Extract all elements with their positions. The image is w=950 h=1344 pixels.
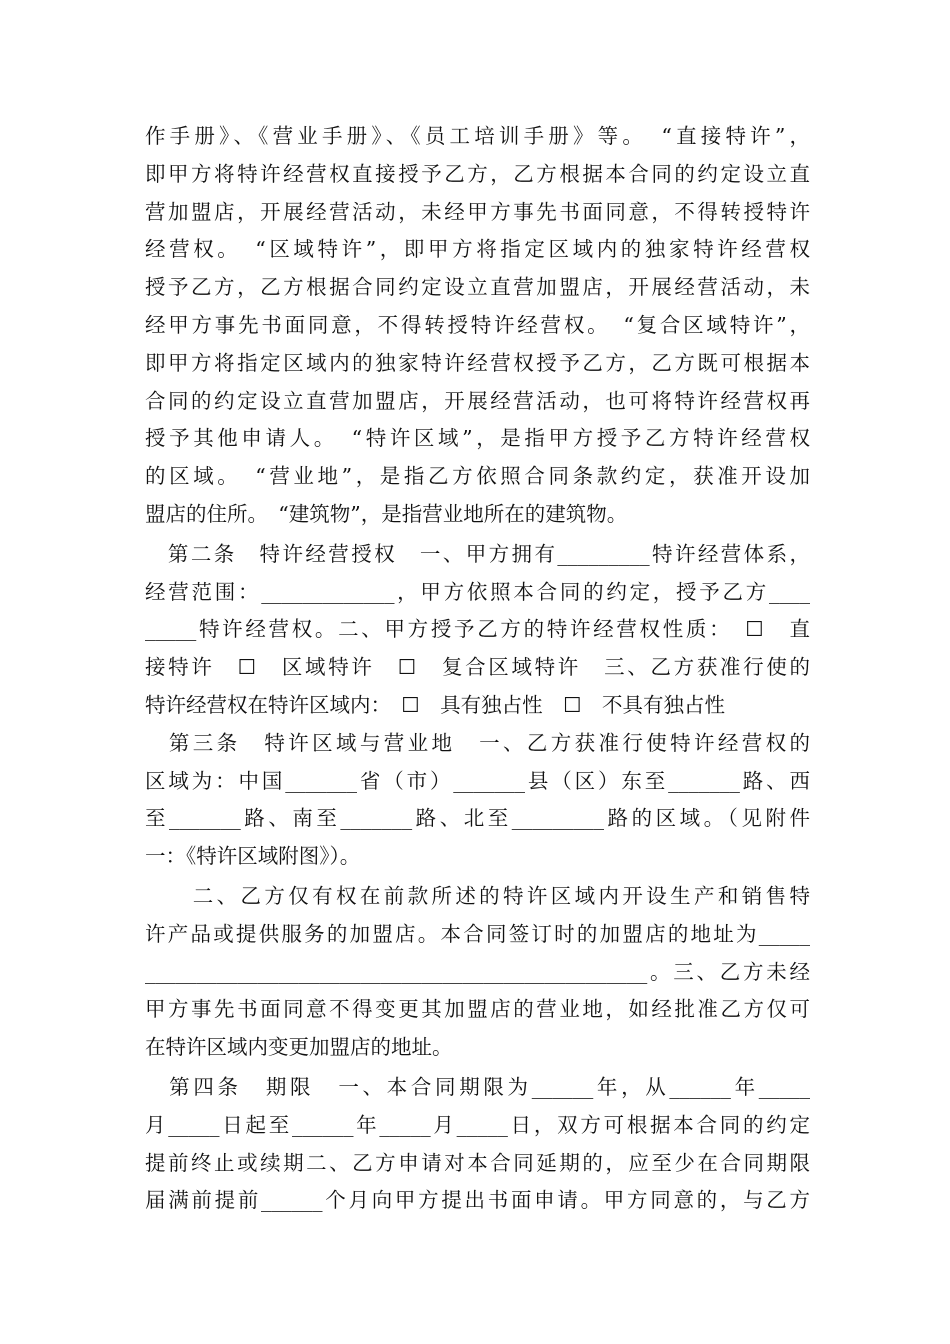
text-line: _____特许经营权。二、甲方授予乙方的特许经营权性质： ☐ 直: [145, 617, 810, 642]
text-line: 届满前提前______个月向甲方提出书面申请。甲方同意的，与乙方: [145, 1188, 810, 1213]
article-4-heading-line: 第四条 期限 一、本合同期限为______年，从______年_____: [145, 1074, 810, 1099]
text-line: 的区域。 “营业地”，是指乙方依照合同条款约定，获准开设加: [145, 464, 810, 489]
text-line: 一：《特许区域附图》）。: [145, 844, 361, 869]
text-line: 经营权。 “区域特许”，即甲方将指定区域内的独家特许经营权: [145, 237, 810, 262]
text-line: 经甲方事先书面同意，不得转授特许经营权。 “复合区域特许”，: [145, 312, 810, 337]
article-2-heading-line: 第二条 特许经营授权 一、甲方拥有_________特许经营体系，: [145, 541, 810, 566]
text-line: 至_______路、南至_______路、北至_________路的区域。（见附件: [145, 806, 810, 831]
text-line: 特许经营权在特许区域内： ☐ 具有独占性 ☐ 不具有独占性: [145, 692, 726, 717]
text-line: 作手册》、《营业手册》、《员工培训手册》等。 “直接特许”，: [145, 124, 810, 148]
text-line: 经营范围：_____________，甲方依照本合同的约定，授予乙方____: [145, 579, 810, 604]
contract-body-text: [145, 118, 810, 1220]
text-line: 提前终止或续期二、乙方申请对本合同延期的，应至少在合同期限: [145, 1150, 810, 1175]
text-line: 授予乙方，乙方根据合同约定设立直营加盟店，开展经营活动，未: [145, 275, 810, 300]
text-line: _________________________________________________。三、乙方未经: [145, 959, 810, 984]
text-line: 营加盟店，开展经营活动，未经甲方事先书面同意，不得转授特许: [145, 199, 810, 224]
text-line: 二、乙方仅有权在前款所述的特许区域内开设生产和销售特: [145, 883, 810, 908]
text-line: 合同的约定设立直营加盟店，开展经营活动，也可将特许经营权再: [145, 388, 810, 413]
text-line: 区域为：中国_______省（市）_______县（区）东至_______路、西: [145, 768, 810, 793]
article-3-heading-line: 第三条 特许区域与营业地 一、乙方获准行使特许经营权的: [145, 730, 810, 755]
text-line: 许产品或提供服务的加盟店。本合同签订时的加盟店的地址为_____: [145, 921, 810, 946]
text-line: 授予其他申请人。 “特许区域”，是指甲方授予乙方特许经营权: [145, 426, 810, 451]
text-line: 月_____日起至______年_____月_____日，双方可根据本合同的约定: [145, 1112, 810, 1137]
text-line: 接特许 ☐ 区域特许 ☐ 复合区域特许 三、乙方获准行使的: [145, 655, 810, 680]
text-line: 盟店的住所。 “建筑物”，是指营业地所在的建筑物。: [145, 501, 628, 526]
text-line: 在特许区域内变更加盟店的地址。: [145, 1035, 453, 1060]
text-line: 即甲方将指定区域内的独家特许经营权授予乙方，乙方既可根据本: [145, 350, 810, 375]
text-line: 甲方事先书面同意不得变更其加盟店的营业地，如经批准乙方仅可: [145, 997, 810, 1022]
text-line: 即甲方将特许经营权直接授予乙方，乙方根据本合同的约定设立直: [145, 161, 810, 186]
